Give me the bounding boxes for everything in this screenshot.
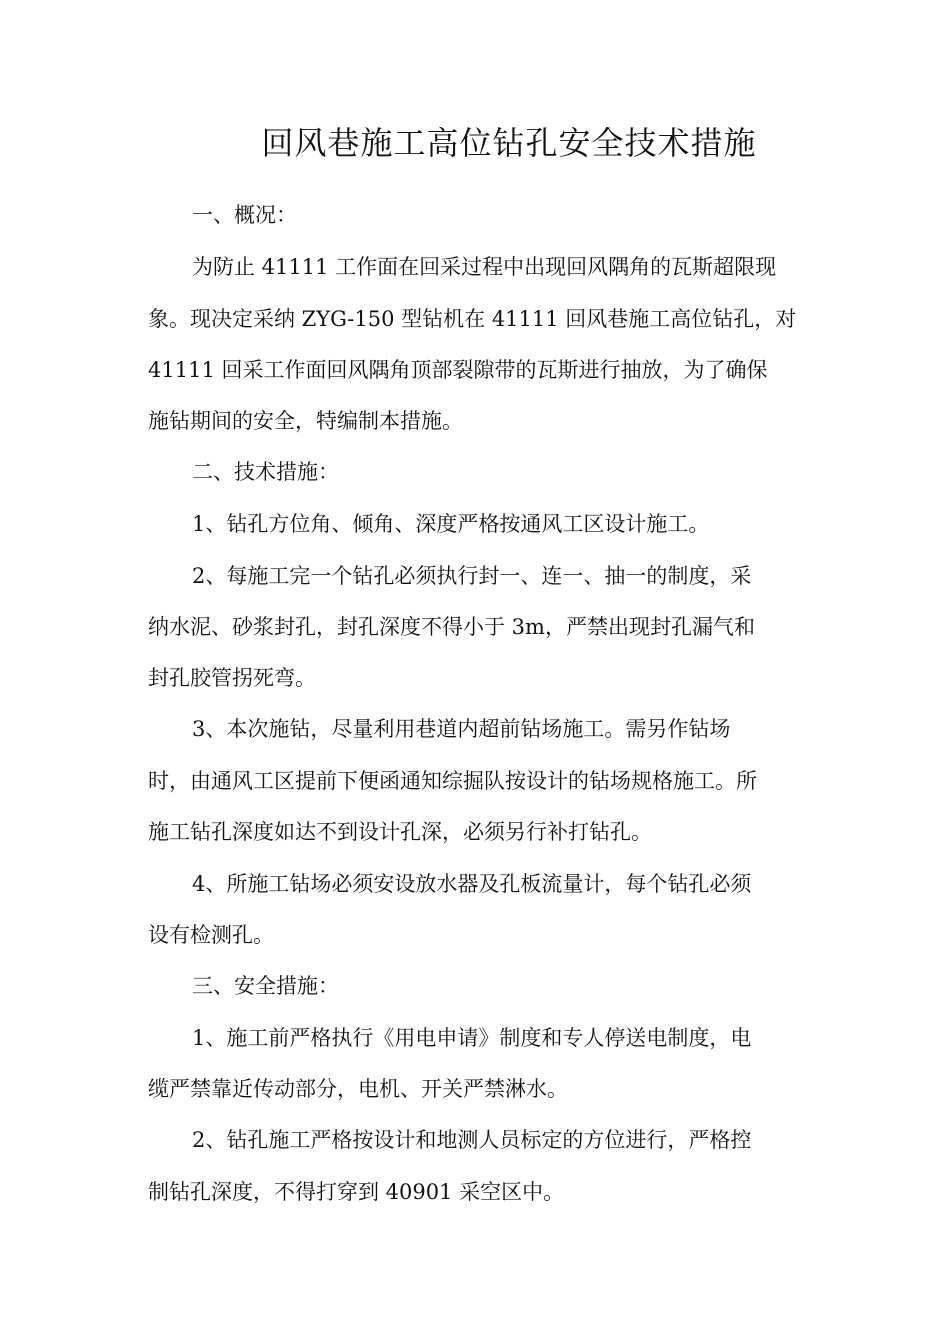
section-heading-technical: 二、技术措施： — [192, 460, 339, 484]
paragraph-line: 缆严禁靠近传动部分，电机、开关严禁淋水。 — [148, 1077, 568, 1101]
paragraph-line: 1、施工前严格执行《用电申请》制度和专人停送电制度，电 — [192, 1026, 752, 1050]
paragraph-line: 施工钻孔深度如达不到设计孔深，必须另行补打钻孔。 — [148, 820, 652, 844]
section-heading-safety: 三、安全措施： — [192, 974, 339, 998]
paragraph-line: 4、所施工钻场必须安设放水器及孔板流量计，每个钻孔必须 — [192, 872, 752, 896]
paragraph-line: 1、钻孔方位角、倾角、深度严格按通风工区设计施工。 — [192, 512, 710, 536]
paragraph-line: 设有检测孔。 — [148, 923, 274, 947]
paragraph-line: 为防止 41111 工作面在回采过程中出现回风隅角的瓦斯超限现 — [192, 255, 777, 279]
paragraph-line: 封孔胶管拐死弯。 — [148, 666, 316, 690]
paragraph-line: 2、每施工完一个钻孔必须执行封一、连一、抽一的制度，采 — [192, 564, 752, 588]
paragraph-line: 制钻孔深度，不得打穿到 40901 采空区中。 — [148, 1180, 565, 1204]
paragraph-line: 纳水泥、砂浆封孔，封孔深度不得小于 3m，严禁出现封孔漏气和 — [148, 615, 755, 639]
paragraph-line: 象。现决定采纳 ZYG-150 型钻机在 41111 回风巷施工高位钻孔，对 — [148, 307, 797, 331]
section-heading-overview: 一、概况： — [192, 203, 297, 227]
paragraph-line: 3、本次施钻，尽量利用巷道内超前钻场施工。需另作钻场 — [192, 717, 731, 741]
paragraph-line: 施钻期间的安全，特编制本措施。 — [148, 409, 463, 433]
paragraph-line: 时，由通风工区提前下便函通知综掘队按设计的钻场规格施工。所 — [148, 769, 757, 793]
paragraph-line: 2、钻孔施工严格按设计和地测人员标定的方位进行，严格控 — [192, 1128, 752, 1152]
document-title: 回风巷施工高位钻孔安全技术措施 — [261, 124, 757, 162]
paragraph-line: 41111 回采工作面回风隅角顶部裂隙带的瓦斯进行抽放，为了确保 — [148, 358, 768, 382]
